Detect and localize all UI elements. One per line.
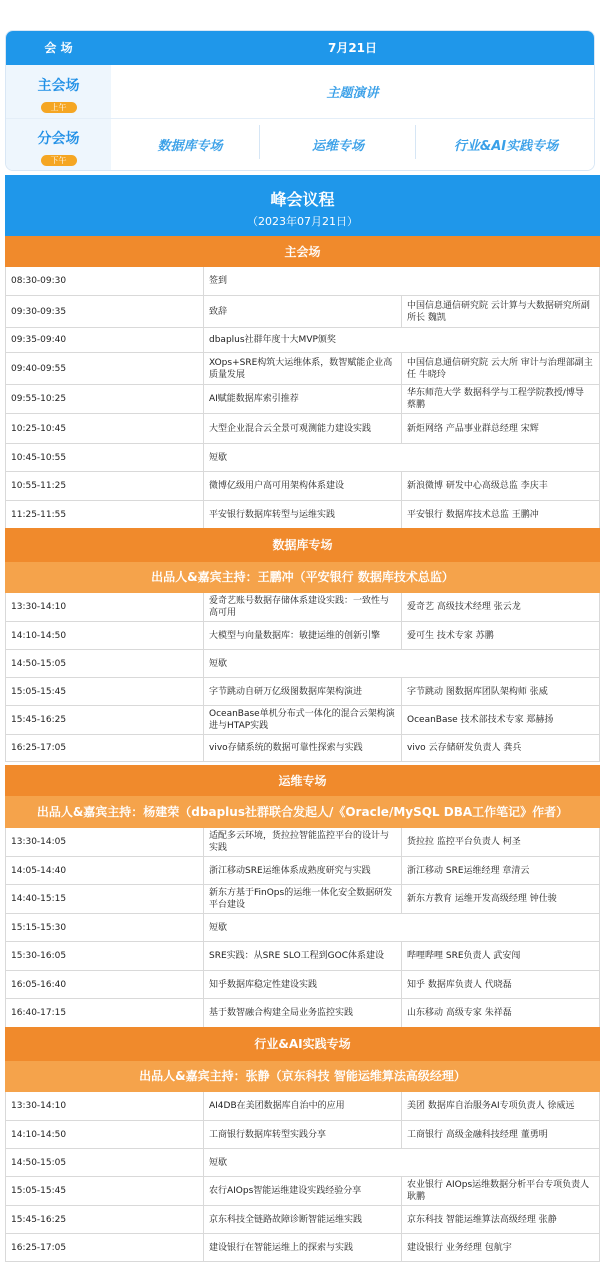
- table-row: [6, 622, 600, 650]
- session-topic: SRE实践：从SRE SLO工程到GOC体系建设: [204, 942, 402, 971]
- session-speaker: 中国信息通信研究院 云计算与大数据研究所副所长 魏凯: [402, 296, 600, 328]
- table-row: [6, 1092, 600, 1121]
- session-topic: XOps+SRE构筑大运维体系，数智赋能企业高质量发展: [204, 353, 402, 385]
- agenda-date: （2023年07月21日）: [247, 215, 358, 228]
- session-topic: 大模型与向量数据库：敏捷运维的创新引擎: [204, 622, 402, 650]
- table-row: [6, 999, 600, 1028]
- session-time: 16:25-17:05: [6, 1234, 204, 1262]
- session-time: 08:30-09:30: [6, 267, 204, 296]
- session-speaker: 平安银行 数据库技术总监 王鹏冲: [402, 501, 600, 529]
- table-row: [6, 885, 600, 914]
- table-row: [6, 971, 600, 999]
- agenda-header: [5, 175, 600, 236]
- morning-badge: 上午: [41, 102, 77, 113]
- table-row: [6, 678, 600, 706]
- session-speaker: 字节跳动 图数据库团队架构师 张威: [402, 678, 600, 706]
- session-topic: 短歇: [204, 650, 600, 678]
- section-title-industry-ai: 行业&AI实践专场: [6, 1028, 600, 1061]
- table-row: [6, 472, 600, 501]
- session-time: 14:40-15:15: [6, 885, 204, 914]
- table-row: [6, 650, 600, 678]
- session-time: 13:30-14:05: [6, 828, 204, 857]
- session-topic: 致辞: [204, 296, 402, 328]
- date-column-label: 7月21日: [327, 41, 378, 55]
- session-time: 15:05-15:45: [6, 678, 204, 706]
- track-keynote[interactable]: 主题演讲: [326, 86, 379, 101]
- session-time: 14:50-15:05: [6, 650, 204, 678]
- table-row: [6, 414, 600, 444]
- session-topic: 短歇: [204, 1149, 600, 1177]
- table-row: [6, 1206, 600, 1234]
- session-time: 10:55-11:25: [6, 472, 204, 501]
- session-time: 15:45-16:25: [6, 1206, 204, 1234]
- session-topic: vivo存储系统的数据可靠性探索与实践: [204, 735, 402, 762]
- session-speaker: 货拉拉 监控平台负责人 柯圣: [402, 828, 600, 857]
- session-time: 11:25-11:55: [6, 501, 204, 529]
- session-time: 10:45-10:55: [6, 444, 204, 472]
- session-time: 16:25-17:05: [6, 735, 204, 762]
- session-topic: 字节跳动自研万亿级图数据库架构演进: [204, 678, 402, 706]
- section-title-main: 主会场: [6, 237, 600, 267]
- sub-venue-name: 分会场: [37, 131, 80, 147]
- session-time: 14:50-15:05: [6, 1149, 204, 1177]
- ops-track-schedule: [5, 765, 600, 1028]
- session-time: 15:05-15:45: [6, 1177, 204, 1206]
- session-speaker: 华东师范大学 数据科学与工程学院教授/博导 蔡鹏: [402, 385, 600, 414]
- session-speaker: 中国信息通信研究院 云大所 审计与治理部副主任 牛晓玲: [402, 353, 600, 385]
- venue-nav: [5, 30, 595, 171]
- session-time: 15:15-15:30: [6, 914, 204, 942]
- session-topic: AI赋能数据库索引推荐: [204, 385, 402, 414]
- session-speaker: 浙江移动 SRE运维经理 章清云: [402, 857, 600, 885]
- session-speaker: 京东科技 智能运维算法高级经理 张静: [402, 1206, 600, 1234]
- table-row: [6, 942, 600, 971]
- session-speaker: vivo 云存储研发负责人 龚兵: [402, 735, 600, 762]
- session-time: 13:30-14:10: [6, 1092, 204, 1121]
- main-venue-label: [6, 75, 111, 114]
- table-row: [6, 296, 600, 328]
- session-time: 14:10-14:50: [6, 1121, 204, 1149]
- industry-ai-track-schedule: [5, 1027, 600, 1262]
- table-row: [6, 1149, 600, 1177]
- session-topic: 大型企业混合云全景可观测能力建设实践: [204, 414, 402, 444]
- table-row: [6, 501, 600, 529]
- session-speaker: 工商银行 高级金融科技经理 董勇明: [402, 1121, 600, 1149]
- session-speaker: 新炬网络 产品事业群总经理 宋辉: [402, 414, 600, 444]
- session-topic: 短歇: [204, 914, 600, 942]
- session-speaker: OceanBase 技术部技术专家 郑赫扬: [402, 706, 600, 735]
- host-line-industry-ai: 出品人&嘉宾主持：张静（京东科技 智能运维算法高级经理）: [6, 1061, 600, 1092]
- session-topic: OceanBase单机分布式一体化的混合云架构演进与HTAP实践: [204, 706, 402, 735]
- session-topic: 建设银行在智能运维上的探索与实践: [204, 1234, 402, 1262]
- table-row: [6, 267, 600, 296]
- session-speaker: 哔哩哔哩 SRE负责人 武安闯: [402, 942, 600, 971]
- database-track-schedule: [5, 528, 600, 762]
- table-row: [6, 1234, 600, 1262]
- session-topic: 新东方基于FinOps的运维一体化安全数据研发平台建设: [204, 885, 402, 914]
- main-venue-schedule: [5, 236, 600, 529]
- session-speaker: 爱奇艺 高级技术经理 张云龙: [402, 593, 600, 622]
- table-row: [6, 706, 600, 735]
- session-topic: 基于数智融合构建全局业务监控实践: [204, 999, 402, 1028]
- session-topic: 浙江移动SRE运维体系成熟度研究与实践: [204, 857, 402, 885]
- session-topic: 爱奇艺账号数据存储体系建设实践：一致性与高可用: [204, 593, 402, 622]
- session-speaker: 爱可生 技术专家 苏鹏: [402, 622, 600, 650]
- table-row: [6, 828, 600, 857]
- session-time: 13:30-14:10: [6, 593, 204, 622]
- session-topic: 签到: [204, 267, 600, 296]
- table-row: [6, 385, 600, 414]
- table-row: [6, 593, 600, 622]
- table-row: [6, 353, 600, 385]
- session-topic: 知乎数据库稳定性建设实践: [204, 971, 402, 999]
- table-row: [6, 857, 600, 885]
- session-time: 10:25-10:45: [6, 414, 204, 444]
- session-speaker: 山东移动 高级专家 朱祥磊: [402, 999, 600, 1028]
- session-topic: 平安银行数据库转型与运维实践: [204, 501, 402, 529]
- session-time: 09:55-10:25: [6, 385, 204, 414]
- agenda-title: 峰会议程: [270, 190, 335, 209]
- table-row: [6, 1177, 600, 1206]
- track-ops[interactable]: 运维专场: [311, 139, 364, 154]
- session-speaker: 新东方教育 运维开发高级经理 钟仕骏: [402, 885, 600, 914]
- venue-column-label: 会 场: [44, 41, 73, 55]
- sub-venue-label: [6, 128, 111, 167]
- table-row: [6, 1121, 600, 1149]
- session-topic: AI4DB在美团数据库自治中的应用: [204, 1092, 402, 1121]
- session-speaker: 新浪微博 研发中心高级总监 李庆丰: [402, 472, 600, 501]
- host-line-ops: 出品人&嘉宾主持：杨建荣（dbaplus社群联合发起人/《Oracle/MySQL DBA工作笔记》作者）: [6, 796, 600, 828]
- session-time: 14:10-14:50: [6, 622, 204, 650]
- session-topic: 农行AIOps智能运维建设实践经验分享: [204, 1177, 402, 1206]
- session-topic: 京东科技全链路故障诊断智能运维实践: [204, 1206, 402, 1234]
- session-time: 14:05-14:40: [6, 857, 204, 885]
- table-row: [6, 328, 600, 353]
- table-row: [6, 444, 600, 472]
- session-topic: 适配多云环境，货拉拉智能监控平台的设计与实践: [204, 828, 402, 857]
- session-time: 09:35-09:40: [6, 328, 204, 353]
- host-line-database: 出品人&嘉宾主持：王鹏冲（平安银行 数据库技术总监）: [6, 562, 600, 593]
- venue-nav-header: [6, 31, 594, 65]
- session-speaker: 知乎 数据库负责人 代晓磊: [402, 971, 600, 999]
- section-title-ops: 运维专场: [6, 766, 600, 796]
- session-topic: dbaplus社群年度十大MVP颁奖: [204, 328, 600, 353]
- session-topic: 工商银行数据库转型实践分享: [204, 1121, 402, 1149]
- session-time: 16:40-17:15: [6, 999, 204, 1028]
- session-time: 09:40-09:55: [6, 353, 204, 385]
- session-time: 15:45-16:25: [6, 706, 204, 735]
- session-speaker: 建设银行 业务经理 包航宇: [402, 1234, 600, 1262]
- table-row: [6, 735, 600, 762]
- session-topic: 短歇: [204, 444, 600, 472]
- track-industry-ai[interactable]: 行业&AI实践专场: [453, 139, 559, 154]
- track-database[interactable]: 数据库专场: [157, 139, 223, 154]
- session-speaker: 农业银行 AIOps运维数据分析平台专项负责人 耿鹏: [402, 1177, 600, 1206]
- table-row: [6, 914, 600, 942]
- session-time: 15:30-16:05: [6, 942, 204, 971]
- afternoon-badge: 下午: [41, 155, 77, 166]
- session-topic: 微博亿级用户高可用架构体系建设: [204, 472, 402, 501]
- main-venue-name: 主会场: [37, 78, 80, 94]
- session-speaker: 美团 数据库自治服务AI专项负责人 徐威远: [402, 1092, 600, 1121]
- section-title-database: 数据库专场: [6, 529, 600, 562]
- session-time: 16:05-16:40: [6, 971, 204, 999]
- session-time: 09:30-09:35: [6, 296, 204, 328]
